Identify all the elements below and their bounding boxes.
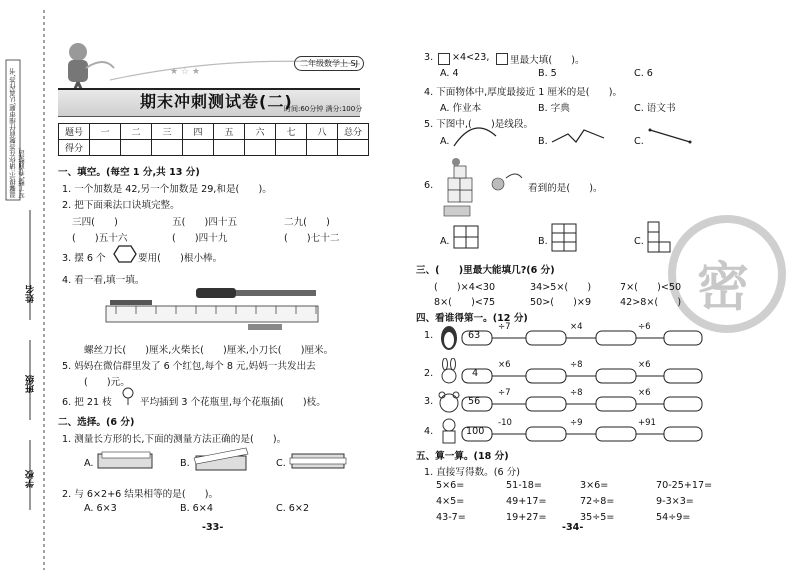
school-label: 学校 xyxy=(26,470,36,488)
chain-op: ÷6 xyxy=(638,322,651,332)
option[interactable]: B. 5 xyxy=(538,68,557,79)
section-5-sub: 1. 直接写得数。(6 分) xyxy=(424,467,520,478)
mult-item: 二九( ) xyxy=(284,217,330,228)
calc-item: 51-18= xyxy=(506,480,542,491)
binding-margin xyxy=(0,0,48,581)
cubes-and-animals-illustration-icon xyxy=(436,156,526,218)
view-a-icon xyxy=(452,224,484,250)
score-row-label: 得分 xyxy=(59,140,90,156)
fill-item: 7×( )<50 xyxy=(620,282,682,293)
hexagon-sticks-icon xyxy=(113,244,137,264)
calc-item: 9-3×3= xyxy=(656,496,694,507)
page-number-left: -33- xyxy=(202,522,224,533)
option[interactable]: C. 语文书 xyxy=(634,103,676,114)
option-label[interactable]: C. xyxy=(634,136,644,147)
chain-op: -10 xyxy=(498,418,512,428)
question-r-6a: 6. xyxy=(424,180,434,191)
rabbit-icon xyxy=(438,358,460,390)
score-cell[interactable] xyxy=(152,140,183,156)
view-b-icon xyxy=(550,222,580,254)
chain-number: 1. xyxy=(424,330,434,341)
section-2-heading: 二、选择。(6 分) xyxy=(58,417,135,428)
chain-start: 63 xyxy=(468,330,481,341)
score-cell[interactable] xyxy=(245,140,276,156)
chain-start: 4 xyxy=(472,368,479,379)
calc-item: 54÷9= xyxy=(656,512,691,523)
score-header-cell: 六 xyxy=(245,124,276,140)
fill-item: 34>5×( ) xyxy=(530,282,592,293)
exam-meta: 时间:60分钟 满分:100分 xyxy=(284,105,363,113)
section-3-heading: 三、( )里最大能填几?(6 分) xyxy=(416,265,555,276)
question-1-1: 1. 一个加数是 42,另一个加数是 29,和是( )。 xyxy=(62,184,272,195)
question-1-3a: 3. 摆 6 个 xyxy=(62,253,106,264)
chain-op: +91 xyxy=(638,418,656,428)
calc-item: 4×5= xyxy=(436,496,465,507)
score-header-cell: 八 xyxy=(307,124,338,140)
exam-title: 期末冲刺测试卷(二) xyxy=(140,92,293,111)
chain-op: ÷9 xyxy=(570,418,583,428)
question-1-5a: 5. 妈妈在微信群里发了 6 个红包,每个 8 元,妈妈一共发出去 xyxy=(62,361,316,372)
chain-row xyxy=(424,388,704,420)
option-label[interactable]: B. xyxy=(538,136,548,147)
chain-op: ÷7 xyxy=(498,322,511,332)
question-1-6b: 平均插到 3 个花瓶里,每个花瓶插( )枝。 xyxy=(140,397,326,408)
score-header-cell: 五 xyxy=(214,124,245,140)
arc-figure-icon xyxy=(450,120,500,148)
question-2-1: 1. 测量长方形的长,下面的测量方法正确的是( )。 xyxy=(62,434,287,445)
flower-icon xyxy=(118,386,138,406)
chain-number: 3. xyxy=(424,396,434,407)
chain-op: ×6 xyxy=(638,388,651,398)
margin-note: 温馨提示:请你在答题前仔细审题,认真作答,书写工整,卷面整洁。 xyxy=(9,68,26,198)
question-r-5: 5. 下图中,( )是线段。 xyxy=(424,119,534,130)
mult-item: 三四( ) xyxy=(72,217,118,228)
score-cell[interactable] xyxy=(90,140,121,156)
score-header-cell: 题号 xyxy=(59,124,90,140)
section-4-heading: 四、看谁得第一。(12 分) xyxy=(416,313,528,324)
question-1-4: 4. 看一看,填一填。 xyxy=(62,275,145,286)
chain-row xyxy=(424,360,704,392)
section-1-heading: 一、填空。(每空 1 分,共 13 分) xyxy=(58,167,200,178)
blank-box-icon xyxy=(496,53,508,65)
chain-op: ×4 xyxy=(570,322,583,332)
mult-item: 五( )四十五 xyxy=(172,217,238,228)
score-value-row xyxy=(59,140,369,156)
chain-op: ÷7 xyxy=(498,388,511,398)
score-cell[interactable] xyxy=(276,140,307,156)
question-r-3a: 3. xyxy=(424,52,434,63)
view-c-icon xyxy=(646,220,674,254)
ruler-measure-figure xyxy=(96,286,326,338)
score-cell[interactable] xyxy=(338,140,369,156)
score-cell[interactable] xyxy=(214,140,245,156)
child-icon xyxy=(438,418,460,446)
fill-item: 50>( )×9 xyxy=(530,297,592,308)
score-cell[interactable] xyxy=(183,140,214,156)
segment-figure-icon xyxy=(646,124,696,146)
chain-op: ×6 xyxy=(498,360,511,370)
ruler-option-b-icon xyxy=(192,446,250,476)
chain-row xyxy=(424,322,704,354)
calc-item: 70-25+17= xyxy=(656,480,713,491)
option[interactable]: C. 6×2 xyxy=(276,503,310,514)
score-header-cell: 一 xyxy=(90,124,121,140)
question-1-5b: ( )元。 xyxy=(84,377,130,388)
calc-item: 35÷5= xyxy=(580,512,615,523)
option-label[interactable]: A. xyxy=(440,136,450,147)
option-label[interactable]: B. xyxy=(180,458,190,469)
chain-start: 56 xyxy=(468,396,481,407)
secret-stamp-text: 密 xyxy=(697,258,750,318)
question-1-4-fill: 螺丝刀长( )厘米,火柴长( )厘米,小刀长( )厘米。 xyxy=(84,345,334,356)
option[interactable]: A. 6×3 xyxy=(84,503,117,514)
ruler-option-a-icon xyxy=(96,450,156,472)
option[interactable]: C. 6 xyxy=(634,68,653,79)
class-label: 班级 xyxy=(26,375,36,393)
fill-item: 42>8×( ) xyxy=(620,297,682,308)
score-header-cell: 四 xyxy=(183,124,214,140)
question-1-3b: 要用( )根小棒。 xyxy=(138,253,223,264)
score-header-cell: 总分 xyxy=(338,124,369,140)
question-r-4: 4. 下面物体中,厚度最接近 1 厘米的是( )。 xyxy=(424,87,623,98)
option[interactable]: A. 作业本 xyxy=(440,103,482,114)
calc-item: 49+17= xyxy=(506,496,547,507)
question-r-6b: 看到的是( )。 xyxy=(528,183,603,194)
name-label: 姓名 xyxy=(26,285,36,303)
option-label[interactable]: A. xyxy=(84,458,94,469)
penguin-icon xyxy=(438,322,460,352)
score-header-cell: 三 xyxy=(152,124,183,140)
question-1-2: 2. 把下面乘法口诀填完整。 xyxy=(62,200,180,211)
calc-item: 3×6= xyxy=(580,480,609,491)
chain-op: ÷8 xyxy=(570,360,583,370)
section-5-heading: 五、算一算。(18 分) xyxy=(416,451,509,462)
fill-item: ( )×4<30 xyxy=(434,282,496,293)
zigzag-figure-icon xyxy=(548,124,608,146)
ruler-option-c-icon xyxy=(288,450,348,472)
calc-item: 72÷8= xyxy=(580,496,615,507)
bear-icon xyxy=(438,390,460,416)
mult-item: ( )七十二 xyxy=(284,233,340,244)
score-header-cell: 二 xyxy=(121,124,152,140)
option-label[interactable]: A. xyxy=(440,236,450,247)
option-label[interactable]: C. xyxy=(276,458,286,469)
calc-item: 43-7= xyxy=(436,512,466,523)
question-2-2: 2. 与 6×2+6 结果相等的是( )。 xyxy=(62,489,219,500)
score-cell[interactable] xyxy=(307,140,338,156)
page-number-right: -34- xyxy=(562,522,584,533)
mult-item: ( )五十六 xyxy=(72,233,128,244)
blank-box-icon xyxy=(438,53,450,65)
score-table xyxy=(58,123,369,156)
option[interactable]: B. 字典 xyxy=(538,103,570,114)
svg-text:★ ☆ ★: ★ ☆ ★ xyxy=(170,67,200,77)
question-r-3b: ×4<23, xyxy=(452,52,490,63)
option-label[interactable]: B. xyxy=(538,236,548,247)
score-header-row xyxy=(59,124,369,140)
score-cell[interactable] xyxy=(121,140,152,156)
option-label[interactable]: C. xyxy=(634,236,644,247)
chain-number: 4. xyxy=(424,426,434,437)
chain-op: ÷8 xyxy=(570,388,583,398)
chain-op: ×6 xyxy=(638,360,651,370)
question-1-6a: 6. 把 21 枝 xyxy=(62,397,112,408)
fill-item: 8×( )<75 xyxy=(434,297,496,308)
calc-item: 5×6= xyxy=(436,480,465,491)
chain-number: 2. xyxy=(424,368,434,379)
grade-badge: 二年级数学上 SJ xyxy=(294,56,364,71)
score-header-cell: 七 xyxy=(276,124,307,140)
mult-item: ( )四十九 xyxy=(172,233,228,244)
option[interactable]: A. 4 xyxy=(440,68,459,79)
option[interactable]: B. 6×4 xyxy=(180,503,213,514)
chain-row xyxy=(424,418,704,450)
chain-start: 100 xyxy=(466,426,485,437)
calc-item: 19+27= xyxy=(506,512,547,523)
question-r-3c: 里最大填( )。 xyxy=(510,55,585,66)
